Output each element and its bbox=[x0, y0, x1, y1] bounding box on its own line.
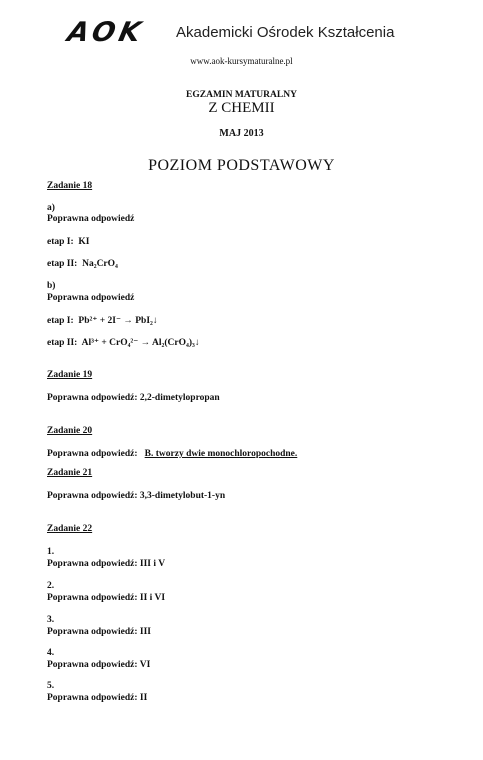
task-18-b-answer-label: Poprawna odpowiedź bbox=[47, 293, 135, 303]
b-stage-2-equation: Al³⁺ + CrO₄²⁻ → Al₂(CrO₄)₃↓ bbox=[81, 338, 200, 348]
task-18-a-answer-label: Poprawna odpowiedź bbox=[47, 214, 135, 224]
exam-date: MAJ 2013 bbox=[219, 128, 264, 139]
task-20-answer-label: Poprawna odpowiedź: bbox=[47, 449, 138, 459]
task-22-item-4-answer: Poprawna odpowiedź: VI bbox=[47, 660, 151, 670]
task-21-answer: Poprawna odpowiedź: 3,3-dimetylobut-1-yn bbox=[47, 491, 226, 501]
b-stage-2-label: etap II: bbox=[47, 338, 78, 348]
task-19-heading: Zadanie 19 bbox=[47, 370, 93, 380]
stage-1-answer: KI bbox=[78, 237, 90, 247]
task-18-b-stage-1 bbox=[47, 315, 158, 326]
task-18-a-stage-1 bbox=[47, 237, 90, 247]
website-link[interactable]: www.aok-kursymaturalne.pl bbox=[190, 56, 293, 66]
task-18-part-b: b) bbox=[47, 281, 56, 291]
task-19-answer: Poprawna odpowiedź: 2,2-dimetylopropan bbox=[47, 393, 220, 403]
task-18-part-a: a) bbox=[47, 203, 55, 213]
task-18-b-stage-2 bbox=[47, 337, 200, 348]
aok-logo: AOK bbox=[64, 17, 148, 48]
task-22-item-5-answer: Poprawna odpowiedź: II bbox=[47, 693, 148, 703]
task-21-heading: Zadanie 21 bbox=[47, 468, 93, 478]
subject-title: Z CHEMII bbox=[208, 100, 275, 116]
stage-1-label: etap I: bbox=[47, 237, 74, 247]
task-22-item-2-number: 2. bbox=[47, 581, 55, 591]
organization-name: Akademicki Ośrodek Kształcenia bbox=[176, 24, 395, 41]
b-stage-1-equation: Pb²⁺ + 2I⁻ → PbI₂↓ bbox=[78, 316, 158, 326]
task-22-item-4-number: 4. bbox=[47, 648, 55, 658]
level-title: POZIOM PODSTAWOWY bbox=[148, 157, 335, 174]
stage-2-label: etap II: bbox=[47, 259, 78, 269]
b-stage-1-label: etap I: bbox=[47, 316, 74, 326]
task-22-item-3-number: 3. bbox=[47, 615, 55, 625]
task-22-item-3-answer: Poprawna odpowiedź: III bbox=[47, 627, 151, 637]
stage-2-formula: Na₂CrO₄ bbox=[82, 259, 118, 269]
task-18-a-stage-2 bbox=[47, 259, 118, 269]
task-20-answer-text: B. tworzy dwie monochloropochodne. bbox=[144, 449, 298, 459]
exam-title: EGZAMIN MATURALNY bbox=[186, 90, 297, 100]
task-20-answer bbox=[47, 449, 297, 459]
task-22-item-2-answer: Poprawna odpowiedź: II i VI bbox=[47, 593, 166, 603]
task-22-item-1-number: 1. bbox=[47, 547, 55, 557]
task-20-heading: Zadanie 20 bbox=[47, 426, 93, 436]
task-18-heading: Zadanie 18 bbox=[47, 181, 93, 191]
task-22-item-5-number: 5. bbox=[47, 681, 55, 691]
task-22-item-1-answer: Poprawna odpowiedź: III i V bbox=[47, 559, 166, 569]
task-22-heading: Zadanie 22 bbox=[47, 524, 93, 534]
